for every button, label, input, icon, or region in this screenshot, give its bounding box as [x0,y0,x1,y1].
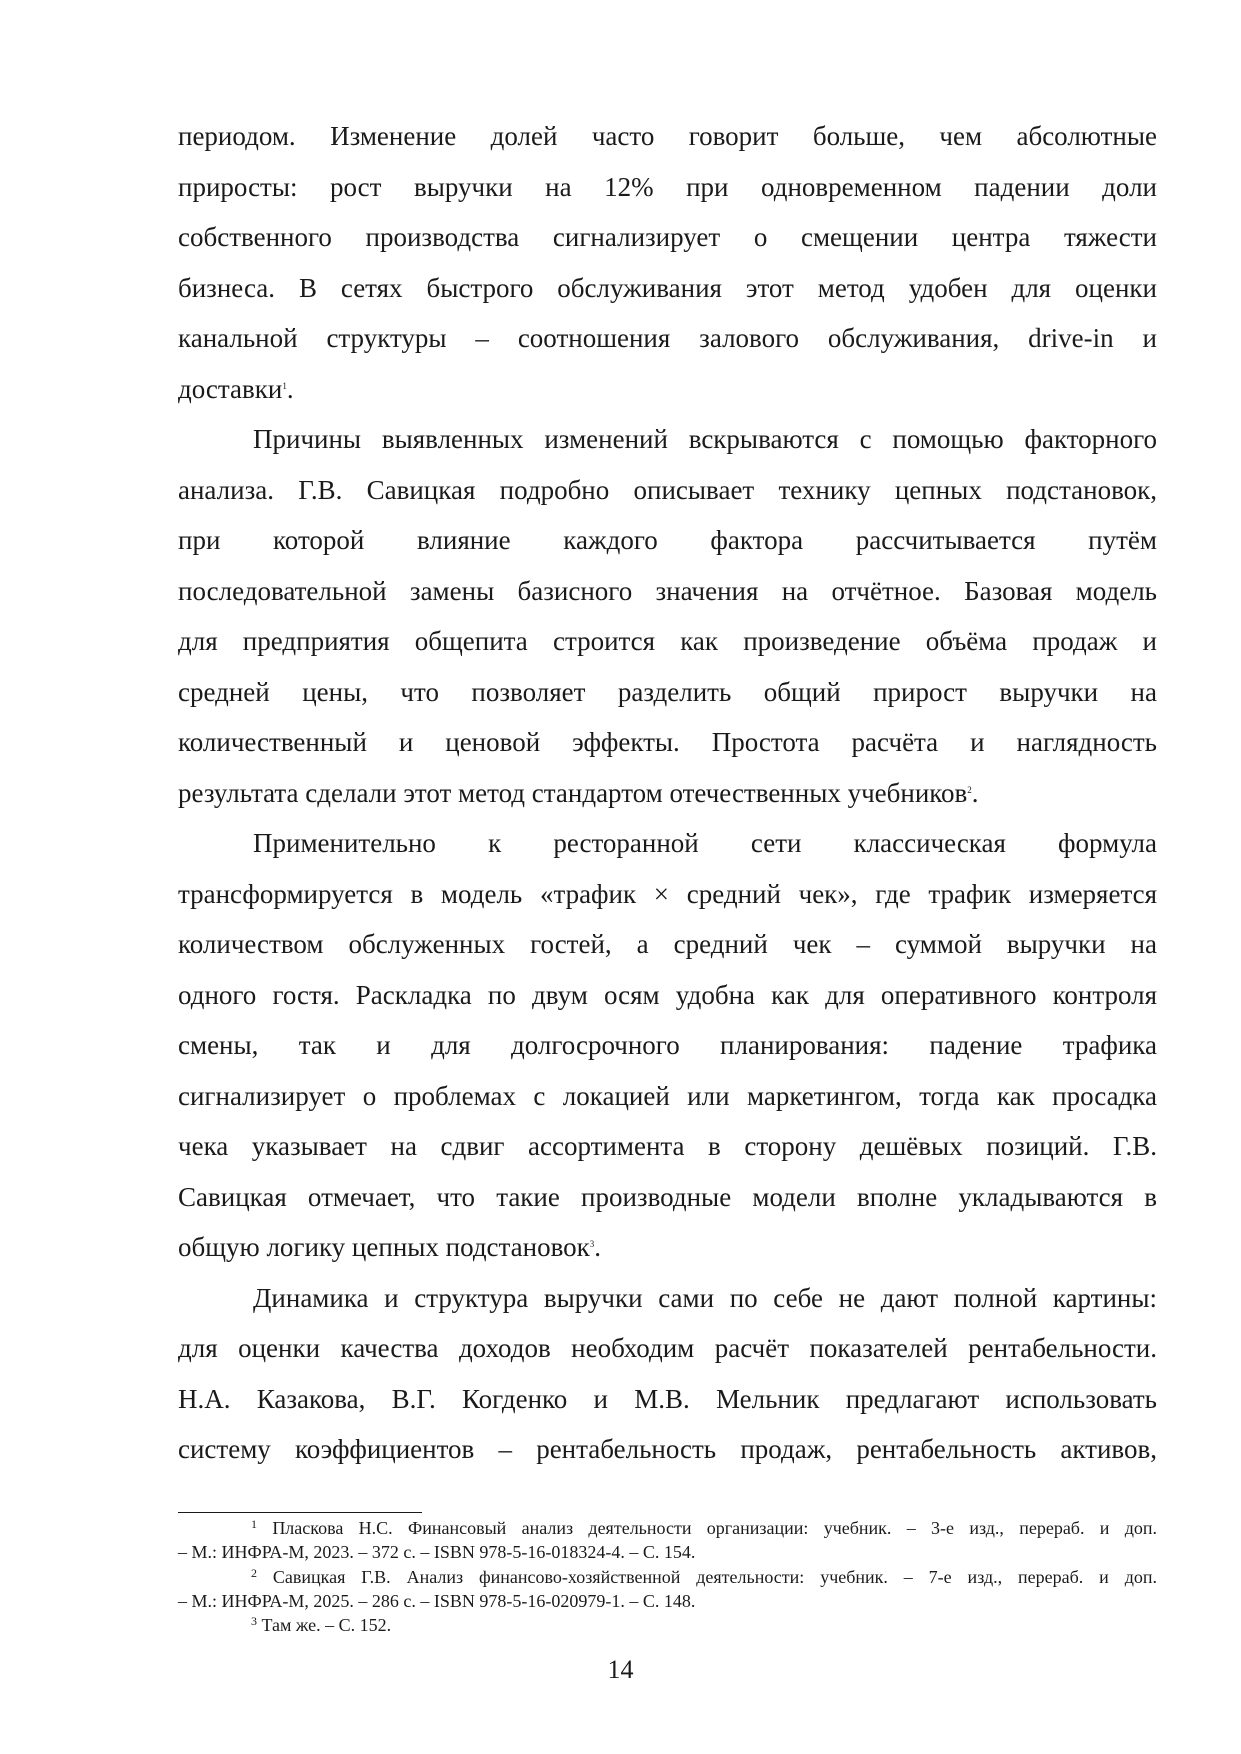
text-line: бизнеса. В сетях быстрого обслуживания этот метод удобен для оценки [178,272,1157,303]
text-span: результата сделали этот метод стандартом отечественных учебников [178,777,968,808]
text-line: сигнализирует о проблемах с локацией или маркетингом, тогда как просадка [178,1080,1157,1111]
footnote-text: Там же. – С. 152. [261,1615,392,1636]
text-line: последовательной замены базисного значения на отчётное. Базовая модель [178,575,1157,606]
period: . [971,777,979,808]
text-line: при которой влияние каждого фактора рассчитывается путём [178,525,1157,555]
text-line: собственного производства сигнализирует о смещении центра тяжести [178,222,1157,252]
footnote-mark: 1 [251,1517,257,1531]
text-line: Савицкая отмечает, что такие производные модели вполне укладываются в [178,1181,1157,1212]
period: . [286,373,294,404]
footnote-ref[interactable]: 1 [282,380,287,391]
text-line [178,768,1157,819]
text-span: доставки [178,373,283,404]
footnote-2-line-2: – М.: ИНФРА-М, 2025. – 286 с. – ISBN 978-5-16-020979-1. – С. 148. [178,1590,696,1611]
text-line: количественный и ценовой эффекты. Простота расчёта и наглядность [178,727,1157,757]
text-line [178,364,1157,415]
footnote-1-line-1 [178,1516,1157,1540]
text-line: приросты: рост выручки на 12% при одновременном падении доли [178,171,1157,202]
text-span: общую логику цепных подстановок [178,1232,590,1262]
text-line: периодом. Изменение долей часто говорит больше, чем абсолютные [178,121,1157,151]
footnote-text: Савицкая Г.В. Анализ финансово-хозяйственной деятельности: учебник. – 7-е изд., перераб. и доп. [272,1566,1158,1587]
text-line: для предприятия общепита строится как произведение объёма продаж и [178,626,1157,656]
footnote-text: Пласкова Н.С. Финансовый анализ деятельности организации: учебник. – 3-е изд., перераб. и доп. [272,1518,1158,1538]
paragraph-first-line: Динамика и структура выручки сами по себе не дают полной картины: [253,1282,1157,1313]
footnote-3-line-1 [178,1613,1157,1637]
footnote-mark: 2 [251,1565,257,1580]
footnotes [178,1516,1157,1637]
body-text [178,111,1157,1475]
page-number: 14 [607,1655,634,1684]
text-line [178,1222,1157,1273]
footnote-mark: 3 [251,1614,257,1629]
footnote-ref[interactable]: 3 [589,1239,595,1249]
text-line: анализа. Г.В. Савицкая подробно описывает технику цепных подстановок, [178,474,1157,505]
footnote-separator [178,1512,422,1513]
footnote-2-line-1 [178,1565,1157,1589]
text-line: количеством обслуженных гостей, а средний чек – суммой выручки на [178,929,1157,959]
text-line: средней цены, что позволяет разделить общий прирост выручки на [178,676,1157,707]
paragraph-first-line: Причины выявленных изменений вскрываются с помощью факторного [253,424,1157,454]
text-line: трансформируется в модель «трафик × средний чек», где трафик измеряется [178,878,1157,909]
footnote-ref[interactable]: 2 [967,784,972,795]
text-line: одного гостя. Раскладка по двум осям удобна как для оперативного контроля [178,979,1157,1010]
text-line: для оценки качества доходов необходим расчёт показателей рентабельности. [178,1333,1157,1363]
period: . [594,1232,602,1262]
text-line: систему коэффициентов – рентабельность продаж, рентабельность активов, [178,1434,1157,1464]
text-line: смены, так и для долгосрочного планирования: падение трафика [178,1030,1157,1060]
text-line: Н.А. Казакова, В.Г. Когденко и М.В. Мельник предлагают использовать [178,1383,1157,1414]
footnote-1-line-2: – М.: ИНФРА-М, 2023. – 372 с. – ISBN 978-5-16-018324-4. – С. 154. [178,1542,696,1563]
paragraph-first-line: Применительно к ресторанной сети классическая формула [253,828,1157,858]
text-line: канальной структуры – соотношения залового обслуживания, drive-in и [178,323,1157,353]
text-line: чека указывает на сдвиг ассортимента в сторону дешёвых позиций. Г.В. [178,1131,1157,1161]
